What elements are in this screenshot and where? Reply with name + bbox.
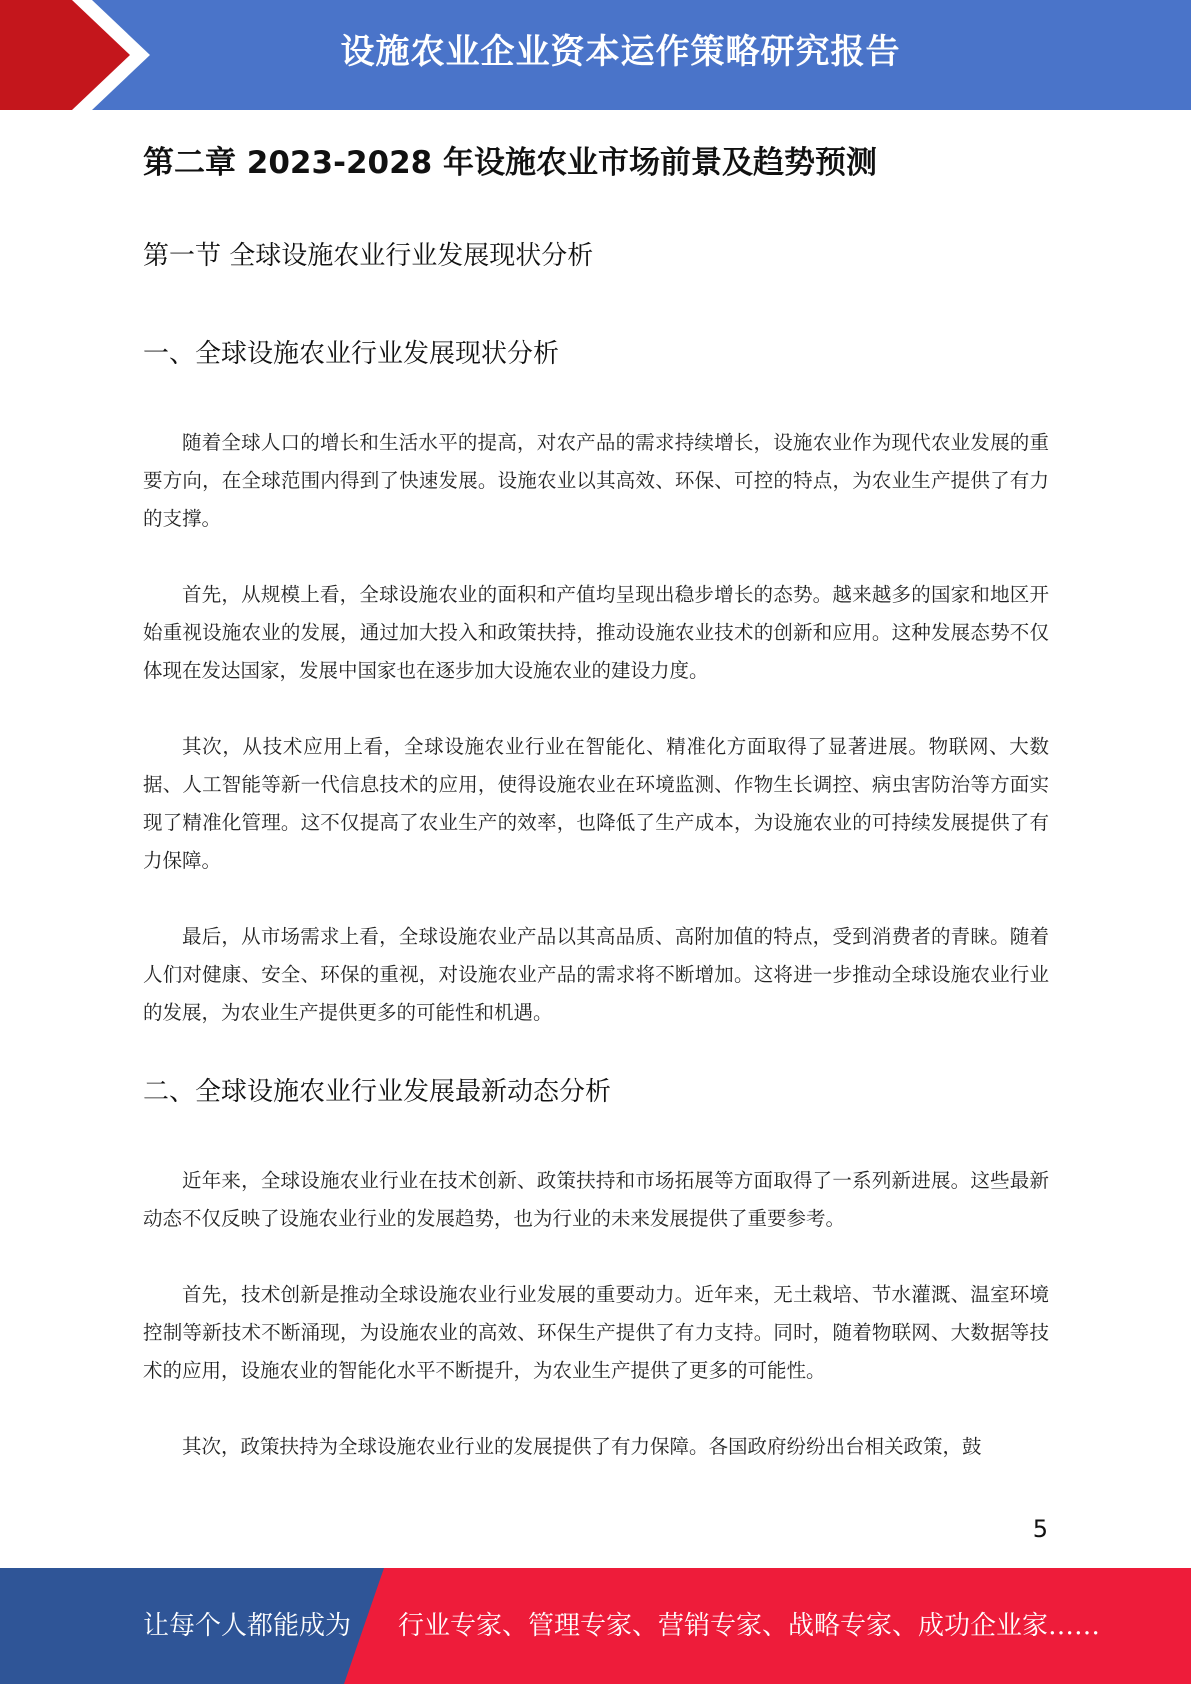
paragraph: 随着全球人口的增长和生活水平的提高，对农产品的需求持续增长，设施农业作为现代农业发展的重要方向，在全球范围内得到了快速发展。设施农业以其高效、环保、可控的特点，为农业生产提供了有力的支撑。 (143, 431, 1049, 530)
paragraph: 近年来，全球设施农业行业在技术创新、政策扶持和市场拓展等方面取得了一系列新进展。这些最新动态不仅反映了设施农业行业的发展趋势，也为行业的未来发展提供了重要参考。 (143, 1169, 1049, 1230)
page-header (0, 0, 1191, 110)
subsection-title-1: 一、全球设施农业行业发展现状分析 (143, 339, 560, 369)
paragraph: 其次，政策扶持为全球设施农业行业的发展提供了有力保障。各国政府纷纷出台相关政策，鼓 (182, 1435, 982, 1458)
paragraph: 首先，技术创新是推动全球设施农业行业发展的重要动力。近年来，无土栽培、节水灌溉、温室环境控制等新技术不断涌现，为设施农业的高效、环保生产提供了有力支持。同时，随着物联网、大数据等技术的应用，设施农业的智能化水平不断提升，为农业生产提供了更多的可能性。 (143, 1283, 1049, 1382)
footer-slogan-left: 让每个人都能成为 (143, 1611, 352, 1641)
report-title: 设施农业企业资本运作策略研究报告 (340, 32, 901, 72)
page-content (143, 110, 1049, 1466)
section-title: 第一节 全球设施农业行业发展现状分析 (143, 241, 594, 271)
page-footer (0, 1568, 1191, 1684)
page-number: 5 (1032, 1515, 1048, 1543)
paragraph: 首先，从规模上看，全球设施农业的面积和产值均呈现出稳步增长的态势。越来越多的国家和地区开始重视设施农业的发展，通过加大投入和政策扶持，推动设施农业技术的创新和应用。这种发展态势不仅体现在发达国家，发展中国家也在逐步加大设施农业的建设力度。 (143, 583, 1049, 682)
footer-slogan-right: 行业专家、管理专家、营销专家、战略专家、成功企业家…… (398, 1611, 1101, 1641)
paragraph: 其次，从技术应用上看，全球设施农业行业在智能化、精准化方面取得了显著进展。物联网、大数据、人工智能等新一代信息技术的应用，使得设施农业在环境监测、作物生长调控、病虫害防治等方面实现了精准化管理。这不仅提高了农业生产的效率，也降低了生产成本，为设施农业的可持续发展提供了有力保障。 (143, 735, 1049, 872)
chapter-title: 第二章 2023-2028 年设施农业市场前景及趋势预测 (143, 145, 878, 181)
paragraph: 最后，从市场需求上看，全球设施农业产品以其高品质、高附加值的特点，受到消费者的青睐。随着人们对健康、安全、环保的重视，对设施农业产品的需求将不断增加。这将进一步推动全球设施农业行业的发展，为农业生产提供更多的可能性和机遇。 (143, 925, 1049, 1024)
subsection-title-2: 二、全球设施农业行业发展最新动态分析 (143, 1077, 612, 1107)
